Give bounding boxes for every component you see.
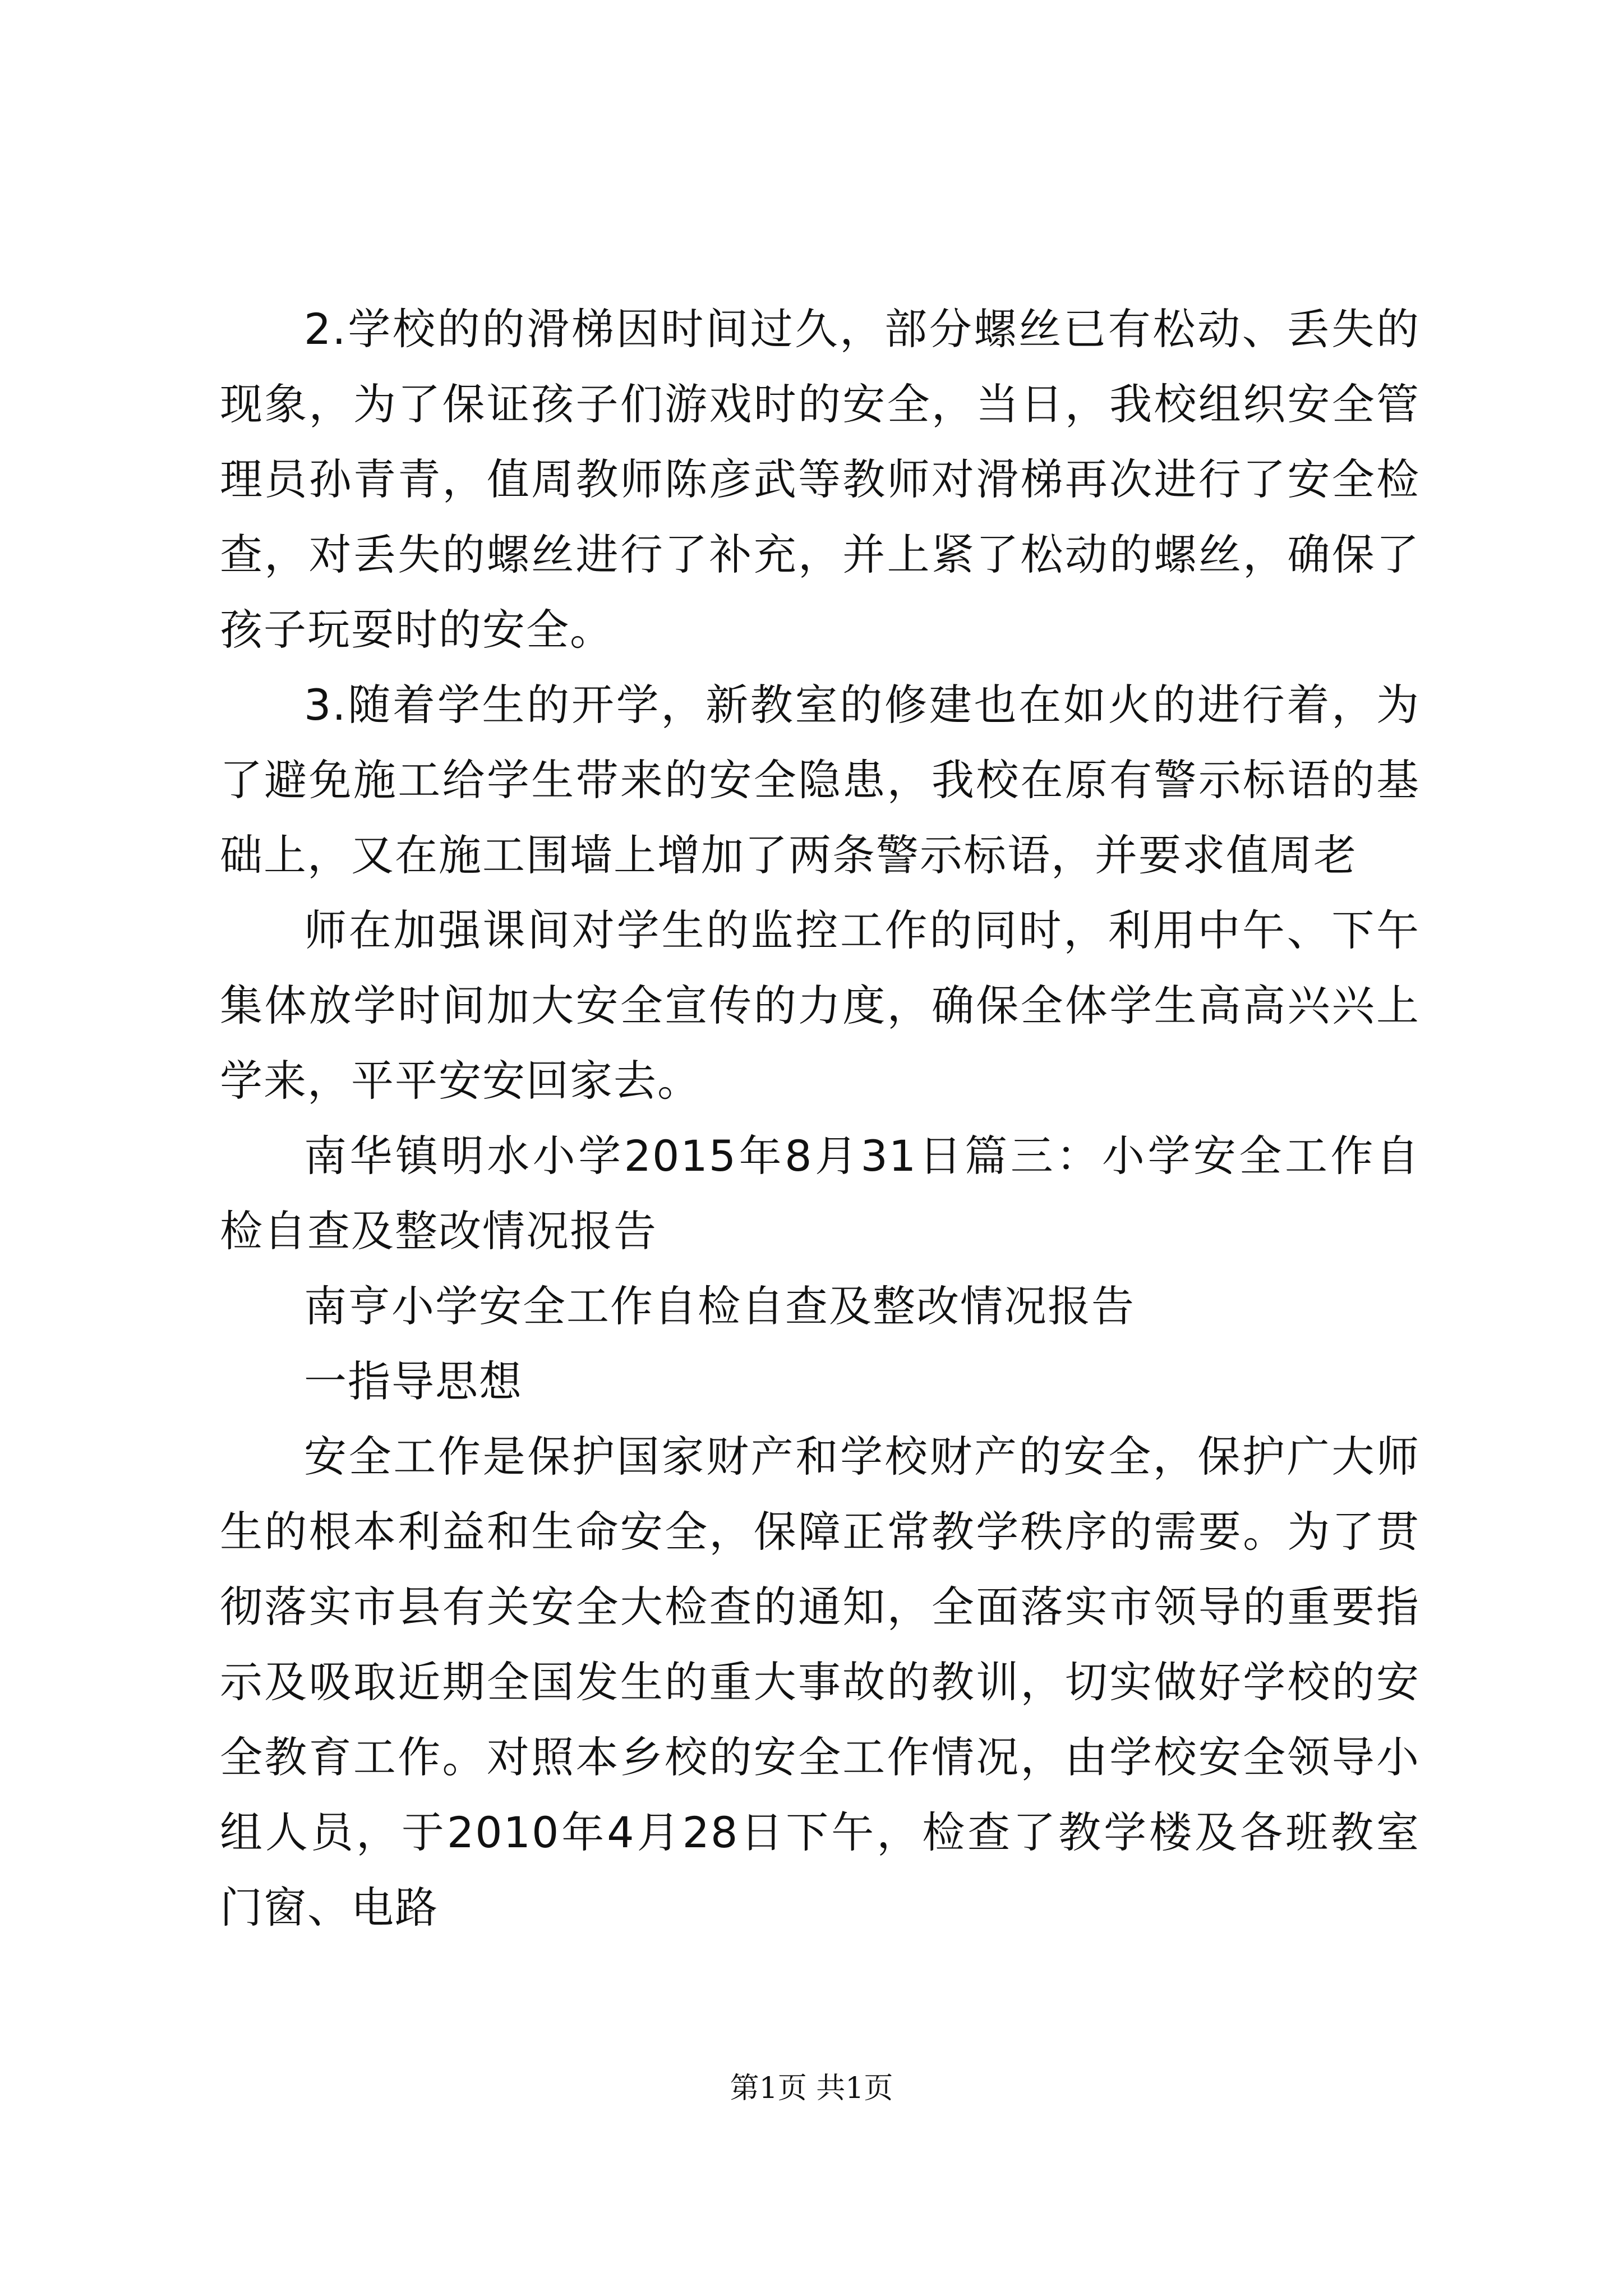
paragraph-signature-and-section-title: 南华镇明水小学2015年8月31日篇三：小学安全工作自检自查及整改情况报告 <box>220 1131 1420 1256</box>
report-title: 南亨小学安全工作自检自查及整改情况报告 <box>304 1281 1135 1331</box>
paragraph-construction-warning: 3.随着学生的开学，新教室的修建也在如火的进行着，为了避免施工给学生带来的安全隐患，我校在原有警示标语的基础上，又在施工围墙上增加了两条警示标语，并要求值周老 <box>220 680 1420 880</box>
paragraph-teacher-monitoring: 师在加强课间对学生的监控工作的同时，利用中午、下午集体放学时间加大安全宣传的力度，确保全体学生高高兴兴上学来，平平安安回家去。 <box>220 905 1420 1106</box>
page-footer: 第1页 共1页 <box>730 2072 893 2105</box>
section-heading-guiding-thought: 一指导思想 <box>304 1356 523 1406</box>
paragraph-safety-work: 安全工作是保护国家财产和学校财产的安全，保护广大师生的根本利益和生命安全，保障正常教学秩序的需要。为了贯彻落实市县有关安全大检查的通知，全面落实市领导的重要指示及吸取近期全国发生的重大事故的教训，切实做好学校的安全教育工作。对照本乡校的安全工作情况，由学校安全领导小组人员，于2010年4月28日下午，检查了教学楼及各班教室门窗、电路 <box>220 1432 1420 1932</box>
paragraph-slide-safety: 2.学校的的滑梯因时间过久，部分螺丝已有松动、丢失的现象，为了保证孩子们游戏时的安全，当日，我校组织安全管理员孙青青，值周教师陈彦武等教师对滑梯再次进行了安全检查，对丢失的螺丝进行了补充，并上紧了松动的螺丝，确保了孩子玩耍时的安全。 <box>220 304 1420 655</box>
document-body <box>220 292 1420 1945</box>
